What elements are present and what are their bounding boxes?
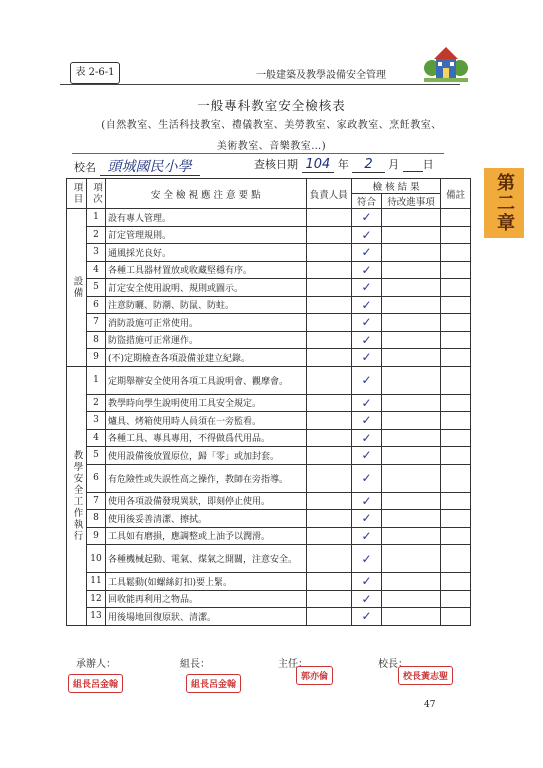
- table-row: [67, 608, 471, 626]
- row-text: 回收能再利用之物品。: [105, 590, 306, 608]
- document-subtitle-line1: (自然教室、生活科技教室、禮儀教室、美勞教室、家政教室、烹飪教室、: [101, 120, 442, 131]
- row-text: 設有專人管理。: [105, 209, 306, 227]
- header-divider: [60, 84, 460, 85]
- responsible-cell: [306, 573, 352, 591]
- row-text: 各種機械起動、電氣、煤氣之開關，注意安全。: [105, 545, 306, 573]
- pass-check-icon: ✓: [352, 492, 382, 510]
- note-cell: [441, 590, 471, 608]
- row-text: 訂定管理規則。: [105, 226, 306, 244]
- school-label: 校名: [74, 161, 96, 174]
- note-cell: [441, 429, 471, 447]
- pending-cell: [381, 366, 440, 394]
- table-row: [67, 492, 471, 510]
- row-number: 6: [86, 296, 105, 314]
- row-number: 1: [86, 366, 105, 394]
- note-cell: [441, 366, 471, 394]
- pass-check-icon: ✓: [352, 510, 382, 528]
- row-text: 教學時向學生說明使用工具安全規定。: [105, 394, 306, 412]
- note-cell: [441, 545, 471, 573]
- pending-cell: [381, 296, 440, 314]
- pass-check-icon: ✓: [352, 226, 382, 244]
- pass-check-icon: ✓: [352, 447, 382, 465]
- pending-cell: [381, 314, 440, 332]
- responsible-cell: [306, 394, 352, 412]
- pending-cell: [381, 226, 440, 244]
- school-building-logo-icon: [424, 44, 468, 82]
- row-text: 爐具、烤箱使用時人員須在一旁監看。: [105, 412, 306, 430]
- note-cell: [441, 464, 471, 492]
- row-text: 訂定安全使用說明、規則或圖示。: [105, 279, 306, 297]
- row-text: 使用各項設備發現異狀，即刻停止使用。: [105, 492, 306, 510]
- running-header-title: 一般建築及教學設備安全管理: [256, 70, 386, 81]
- pending-cell: [381, 608, 440, 626]
- responsible-cell: [306, 314, 352, 332]
- responsible-cell: [306, 590, 352, 608]
- month-label: 月: [388, 158, 400, 171]
- note-cell: [441, 261, 471, 279]
- pending-cell: [381, 527, 440, 545]
- pending-cell: [381, 573, 440, 591]
- responsible-cell: [306, 545, 352, 573]
- responsible-cell: [306, 429, 352, 447]
- month-value: 2: [352, 157, 384, 173]
- responsible-cell: [306, 492, 352, 510]
- responsible-cell: [306, 366, 352, 394]
- pending-cell: [381, 244, 440, 262]
- pass-check-icon: ✓: [352, 209, 382, 227]
- table-row: [67, 412, 471, 430]
- note-cell: [441, 209, 471, 227]
- responsible-cell: [306, 226, 352, 244]
- responsible-cell: [306, 244, 352, 262]
- note-cell: [441, 226, 471, 244]
- date-field: [254, 156, 434, 172]
- row-number: 2: [86, 394, 105, 412]
- table-row: [67, 464, 471, 492]
- pending-cell: [381, 349, 440, 367]
- row-number: 5: [86, 447, 105, 465]
- form-tag: 表 2-6-1: [70, 62, 120, 84]
- responsible-cell: [306, 464, 352, 492]
- pending-cell: [381, 412, 440, 430]
- director-stamp: 郭亦倫: [296, 666, 333, 685]
- responsible-cell: [306, 209, 352, 227]
- pending-cell: [381, 279, 440, 297]
- table-row: [67, 314, 471, 332]
- document-title: 一般專科教室安全檢核表: [197, 98, 346, 113]
- row-number: 8: [86, 510, 105, 528]
- pass-check-icon: ✓: [352, 573, 382, 591]
- pending-cell: [381, 429, 440, 447]
- row-text: 工具如有磨損，應調整或上油予以潤滑。: [105, 527, 306, 545]
- note-cell: [441, 296, 471, 314]
- table-row: [67, 394, 471, 412]
- principal-stamp: 校長黃志聖: [398, 666, 453, 685]
- responsible-cell: [306, 296, 352, 314]
- pass-check-icon: ✓: [352, 331, 382, 349]
- note-cell: [441, 492, 471, 510]
- table-row: [67, 527, 471, 545]
- row-text: 注意防曬、防潮、防鼠、防蛀。: [105, 296, 306, 314]
- handler-stamp: 組長呂金翰: [68, 674, 123, 693]
- table-row: [67, 573, 471, 591]
- row-number: 6: [86, 464, 105, 492]
- row-number: 3: [86, 244, 105, 262]
- table-row: [67, 366, 471, 394]
- row-number: 9: [86, 527, 105, 545]
- pass-check-icon: ✓: [352, 608, 382, 626]
- year-label: 年: [337, 158, 349, 171]
- row-number: 11: [86, 573, 105, 591]
- school-field: [74, 156, 200, 176]
- responsible-cell: [306, 279, 352, 297]
- row-number: 2: [86, 226, 105, 244]
- row-number: 3: [86, 412, 105, 430]
- document-subtitle-line2: 美術教室、音樂教室…): [216, 141, 327, 152]
- row-number: 8: [86, 331, 105, 349]
- pending-cell: [381, 331, 440, 349]
- pass-check-icon: ✓: [352, 314, 382, 332]
- pass-check-icon: ✓: [352, 394, 382, 412]
- col-header-index: 項次: [86, 179, 105, 209]
- col-header-pass: 符合: [352, 194, 382, 209]
- note-cell: [441, 447, 471, 465]
- day-label: 日: [422, 158, 434, 171]
- table-row: [67, 349, 471, 367]
- table-row: [67, 279, 471, 297]
- row-number: 10: [86, 545, 105, 573]
- responsible-cell: [306, 261, 352, 279]
- row-text: 使用設備後放置原位，歸「零」或加封套。: [105, 447, 306, 465]
- section-label: 教學安全工作執行: [67, 366, 87, 625]
- section-label: 設備: [67, 209, 87, 367]
- pass-check-icon: ✓: [352, 527, 382, 545]
- col-header-category: 項目: [67, 179, 87, 209]
- row-text: 各種工具、專具專用，不得做爲代用品。: [105, 429, 306, 447]
- pending-cell: [381, 447, 440, 465]
- pass-check-icon: ✓: [352, 366, 382, 394]
- col-header-responsible: 負責人員: [306, 179, 352, 209]
- row-text: 工具鬆動(如螺絲釘扣)要上緊。: [105, 573, 306, 591]
- table-row: [67, 545, 471, 573]
- note-cell: [441, 314, 471, 332]
- table-row: [67, 447, 471, 465]
- note-cell: [441, 573, 471, 591]
- responsible-cell: [306, 510, 352, 528]
- row-number: 9: [86, 349, 105, 367]
- pass-check-icon: ✓: [352, 429, 382, 447]
- row-text: 用後場地回復原狀、清潔。: [105, 608, 306, 626]
- pending-cell: [381, 209, 440, 227]
- responsible-cell: [306, 412, 352, 430]
- subtitle-divider: [72, 153, 444, 154]
- row-text: 各種工具器材置放或收藏堅穩有序。: [105, 261, 306, 279]
- col-header-pending: 待改進事項: [381, 194, 440, 209]
- school-value: 頭城國民小學: [100, 159, 200, 176]
- pass-check-icon: ✓: [352, 279, 382, 297]
- director-label: 主任：: [278, 659, 308, 670]
- row-number: 7: [86, 314, 105, 332]
- note-cell: [441, 608, 471, 626]
- pending-cell: [381, 545, 440, 573]
- pass-check-icon: ✓: [352, 244, 382, 262]
- note-cell: [441, 412, 471, 430]
- table-row: [67, 209, 471, 227]
- note-cell: [441, 349, 471, 367]
- row-text: 有危險性或失誤性高之操作，教師在旁指導。: [105, 464, 306, 492]
- row-text: 防盜措施可正常運作。: [105, 331, 306, 349]
- table-row: [67, 590, 471, 608]
- responsible-cell: [306, 331, 352, 349]
- chapter-tab: 第二章: [484, 168, 524, 238]
- pending-cell: [381, 590, 440, 608]
- responsible-cell: [306, 447, 352, 465]
- row-text: (不)定期檢查各項設備並建立紀錄。: [105, 349, 306, 367]
- table-row: [67, 331, 471, 349]
- row-number: 12: [86, 590, 105, 608]
- table-row: [67, 261, 471, 279]
- responsible-cell: [306, 349, 352, 367]
- pending-cell: [381, 510, 440, 528]
- table-row: [67, 296, 471, 314]
- date-label: 查核日期: [254, 158, 298, 171]
- note-cell: [441, 279, 471, 297]
- handler-label: 承辦人：: [76, 659, 116, 670]
- year-value: 104: [302, 157, 335, 173]
- row-text: 消防設施可正常使用。: [105, 314, 306, 332]
- pass-check-icon: ✓: [352, 464, 382, 492]
- note-cell: [441, 527, 471, 545]
- row-number: 13: [86, 608, 105, 626]
- pass-check-icon: ✓: [352, 545, 382, 573]
- row-number: 7: [86, 492, 105, 510]
- row-number: 4: [86, 261, 105, 279]
- pending-cell: [381, 464, 440, 492]
- pass-check-icon: ✓: [352, 590, 382, 608]
- note-cell: [441, 244, 471, 262]
- table-row: [67, 226, 471, 244]
- leader-stamp: 組長呂金翰: [186, 674, 241, 693]
- row-text: 通風採光良好。: [105, 244, 306, 262]
- table-row: [67, 510, 471, 528]
- row-number: 1: [86, 209, 105, 227]
- pending-cell: [381, 261, 440, 279]
- col-header-result: 檢 核 結 果: [352, 179, 441, 194]
- table-row: [67, 244, 471, 262]
- pending-cell: [381, 394, 440, 412]
- pass-check-icon: ✓: [352, 349, 382, 367]
- pass-check-icon: ✓: [352, 261, 382, 279]
- day-blank: [403, 158, 423, 172]
- row-number: 5: [86, 279, 105, 297]
- table-row: [67, 429, 471, 447]
- principal-label: 校長：: [378, 659, 408, 670]
- pending-cell: [381, 492, 440, 510]
- row-text: 使用後妥善清潔、擦拭。: [105, 510, 306, 528]
- leader-label: 組長：: [180, 659, 210, 670]
- pass-check-icon: ✓: [352, 296, 382, 314]
- responsible-cell: [306, 608, 352, 626]
- row-text: 定期舉辦安全使用各項工具說明會、觀摩會。: [105, 366, 306, 394]
- page-number: 47: [424, 700, 436, 710]
- note-cell: [441, 510, 471, 528]
- col-header-content: 安 全 檢 視 應 注 意 要 點: [105, 179, 306, 209]
- note-cell: [441, 394, 471, 412]
- col-header-note: 備註: [441, 179, 471, 209]
- checklist-table: [66, 178, 471, 626]
- pass-check-icon: ✓: [352, 412, 382, 430]
- responsible-cell: [306, 527, 352, 545]
- row-number: 4: [86, 429, 105, 447]
- note-cell: [441, 331, 471, 349]
